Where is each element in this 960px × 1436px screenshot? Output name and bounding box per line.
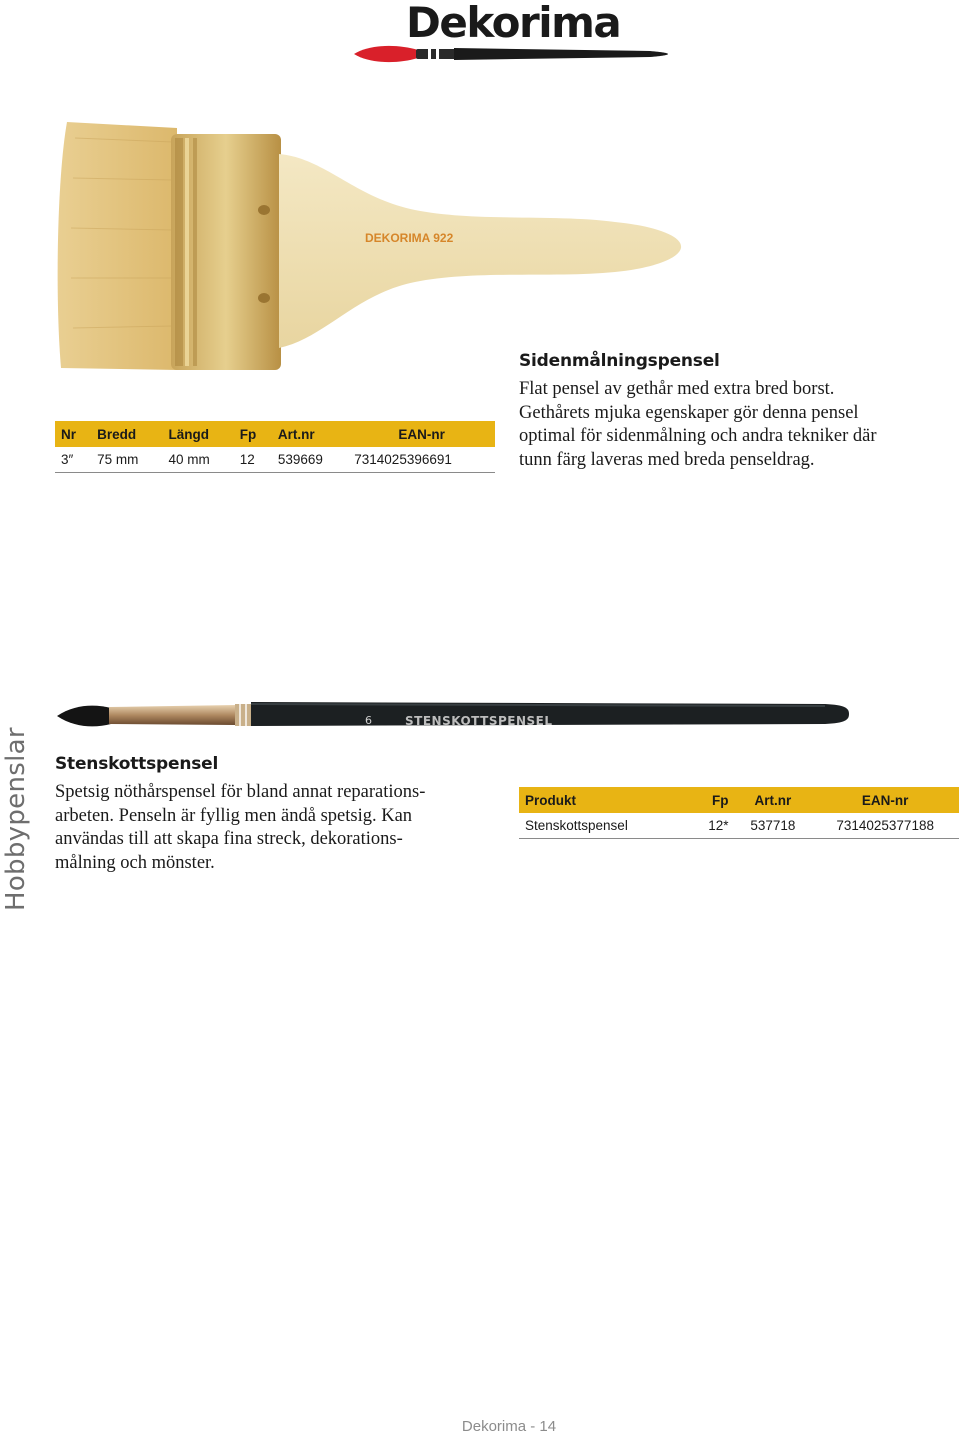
- round-brush-print: STENSKOTTSPENSEL: [405, 714, 553, 728]
- table-cell: 75 mm: [91, 447, 162, 473]
- table-cell: 539669: [272, 447, 348, 473]
- description-line: Flat pensel av gethår med extra bred borst.: [519, 379, 835, 399]
- col-header: Produkt: [519, 787, 691, 813]
- table-cell: 7314025396691: [348, 447, 495, 473]
- col-header: Art.nr: [272, 421, 348, 447]
- product2-title: Stenskottspensel: [55, 754, 219, 774]
- wide-brush-image: [55, 118, 685, 383]
- description-line: användas till att skapa fina streck, dekorations-: [55, 829, 403, 849]
- table-cell: 3″: [55, 447, 91, 473]
- table-cell: 12: [234, 447, 272, 473]
- col-header: Längd: [162, 421, 233, 447]
- col-header: Nr: [55, 421, 91, 447]
- brand-logo: [350, 0, 670, 70]
- logo-brush-icon: [350, 40, 670, 68]
- table-cell: 40 mm: [162, 447, 233, 473]
- description-line: tunn färg laveras med breda penseldrag.: [519, 449, 815, 470]
- product1-title: Sidenmålningspensel: [519, 351, 720, 371]
- product1-description: [519, 378, 877, 472]
- table-cell: 537718: [734, 813, 811, 839]
- round-brush-size: 6: [365, 714, 372, 727]
- table-header-row: [55, 421, 495, 447]
- description-line: arbeten. Penseln är fyllig men ändå spetsig. Kan: [55, 805, 413, 826]
- col-header: EAN-nr: [811, 787, 959, 813]
- col-header: Bredd: [91, 421, 162, 447]
- section-side-label: Hobbypenslar: [1, 727, 31, 911]
- page-footer: Dekorima - 14: [461, 1418, 557, 1435]
- product1-table: [55, 421, 495, 473]
- wide-brush-print: DEKORIMA 922: [365, 231, 454, 245]
- table-cell: 12*: [691, 813, 734, 839]
- table-row: [55, 447, 495, 473]
- col-header: Fp: [234, 421, 272, 447]
- description-line: Spetsig nöthårspensel för bland annat reparations-: [55, 782, 426, 802]
- col-header: EAN-nr: [348, 421, 495, 447]
- description-line: optimal för sidenmålning och andra tekniker där: [519, 426, 877, 446]
- col-header: Art.nr: [734, 787, 811, 813]
- description-line: målning och mönster.: [55, 852, 215, 873]
- table-cell: 7314025377188: [811, 813, 959, 839]
- table-header-row: [519, 787, 959, 813]
- table-row: [519, 813, 959, 839]
- product2-table: [519, 787, 959, 839]
- round-brush-image: [55, 692, 855, 736]
- product2-description: [55, 781, 425, 875]
- table-cell: Stenskottspensel: [519, 813, 691, 839]
- description-line: Gethårets mjuka egenskaper gör denna pensel: [519, 402, 859, 423]
- col-header: Fp: [691, 787, 734, 813]
- logo-wordmark: Dekorima: [406, 0, 621, 47]
